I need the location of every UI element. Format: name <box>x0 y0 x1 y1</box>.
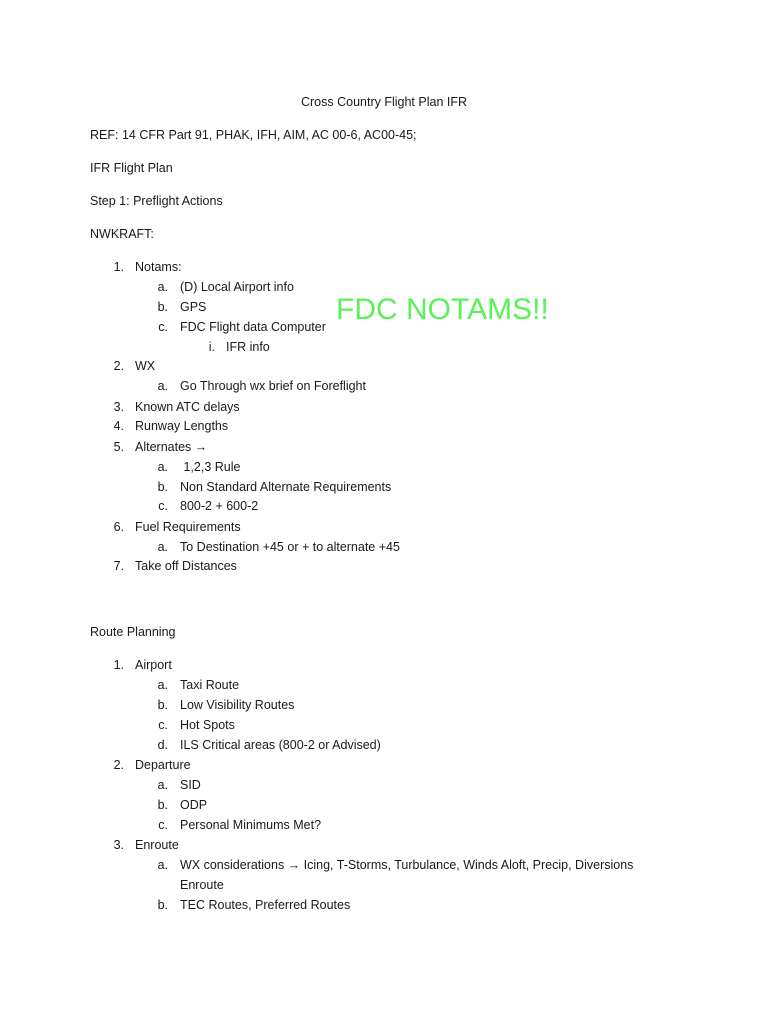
list-item: Low Visibility Routes <box>180 698 295 712</box>
document-title: Cross Country Flight Plan IFR <box>300 95 468 109</box>
list-marker: a. <box>157 678 168 692</box>
list-item: WX considerations → Icing, T-Storms, Turbulance, Winds Aloft, Precip, Diversions <box>180 858 634 872</box>
list-item: Personal Minimums Met? <box>180 818 322 832</box>
list-marker: d. <box>157 738 168 752</box>
list-marker: b. <box>157 698 168 712</box>
route-planning-heading: Route Planning <box>90 625 176 639</box>
list-item: Departure <box>135 758 191 772</box>
list-marker: b. <box>157 480 168 494</box>
list-item: IFR info <box>226 340 270 354</box>
list-item: Enroute <box>135 838 179 852</box>
list-item: (D) Local Airport info <box>180 280 294 294</box>
list-item: WX <box>135 359 156 373</box>
list-item: SID <box>180 778 201 792</box>
fdc-notams-callout: FDC NOTAMS!! <box>336 293 549 326</box>
list-item: Non Standard Alternate Requirements <box>180 480 392 494</box>
list-item: Airport <box>135 658 172 672</box>
list-item: Notams: <box>135 260 182 274</box>
list-marker: c. <box>158 499 168 513</box>
list-item: Runway Lengths <box>135 419 229 433</box>
list-marker: i. <box>208 340 215 354</box>
list-item: TEC Routes, Preferred Routes <box>180 898 351 912</box>
list-item: 1,2,3 Rule <box>180 460 241 474</box>
list-marker: a. <box>157 858 168 872</box>
list-marker: 3. <box>113 400 124 414</box>
reference-line: REF: 14 CFR Part 91, PHAK, IFH, AIM, AC 00-6, AC00-45; <box>90 128 417 142</box>
list-marker: a. <box>157 280 168 294</box>
list-item: FDC Flight data Computer <box>180 320 326 334</box>
list-item: GPS <box>180 300 207 314</box>
list-item: 800-2 + 600-2 <box>180 499 259 513</box>
list-marker: a. <box>157 460 168 474</box>
list-item-continuation: Enroute <box>180 878 224 892</box>
list-marker: 4. <box>113 419 124 433</box>
list-item: ILS Critical areas (800-2 or Advised) <box>180 738 381 752</box>
list-marker: b. <box>157 898 168 912</box>
list-marker: 1. <box>113 260 124 274</box>
list-marker: 7. <box>113 559 124 573</box>
list-marker: 2. <box>113 758 124 772</box>
list-marker: c. <box>158 818 168 832</box>
list-item: ODP <box>180 798 208 812</box>
list-item: Alternates → <box>135 440 208 454</box>
list-item: Go Through wx brief on Foreflight <box>180 379 366 393</box>
list-marker: c. <box>158 320 168 334</box>
list-marker: b. <box>157 300 168 314</box>
step-1-heading: Step 1: Preflight Actions <box>90 194 223 208</box>
nwkraft-heading: NWKRAFT: <box>90 227 154 241</box>
list-marker: 1. <box>113 658 124 672</box>
list-marker: a. <box>157 540 168 554</box>
list-marker: 2. <box>113 359 124 373</box>
list-item: Taxi Route <box>180 678 240 692</box>
list-marker: b. <box>157 798 168 812</box>
list-item: Hot Spots <box>180 718 235 732</box>
list-item: Fuel Requirements <box>135 520 241 534</box>
ifr-flight-plan-heading: IFR Flight Plan <box>90 161 173 175</box>
list-item: Known ATC delays <box>135 400 240 414</box>
list-marker: 3. <box>113 838 124 852</box>
list-item: To Destination +45 or + to alternate +45 <box>180 540 400 554</box>
list-marker: a. <box>157 778 168 792</box>
list-marker: a. <box>157 379 168 393</box>
list-marker: 6. <box>113 520 124 534</box>
list-marker: c. <box>158 718 168 732</box>
list-marker: 5. <box>113 440 124 454</box>
list-item: Take off Distances <box>135 559 237 573</box>
